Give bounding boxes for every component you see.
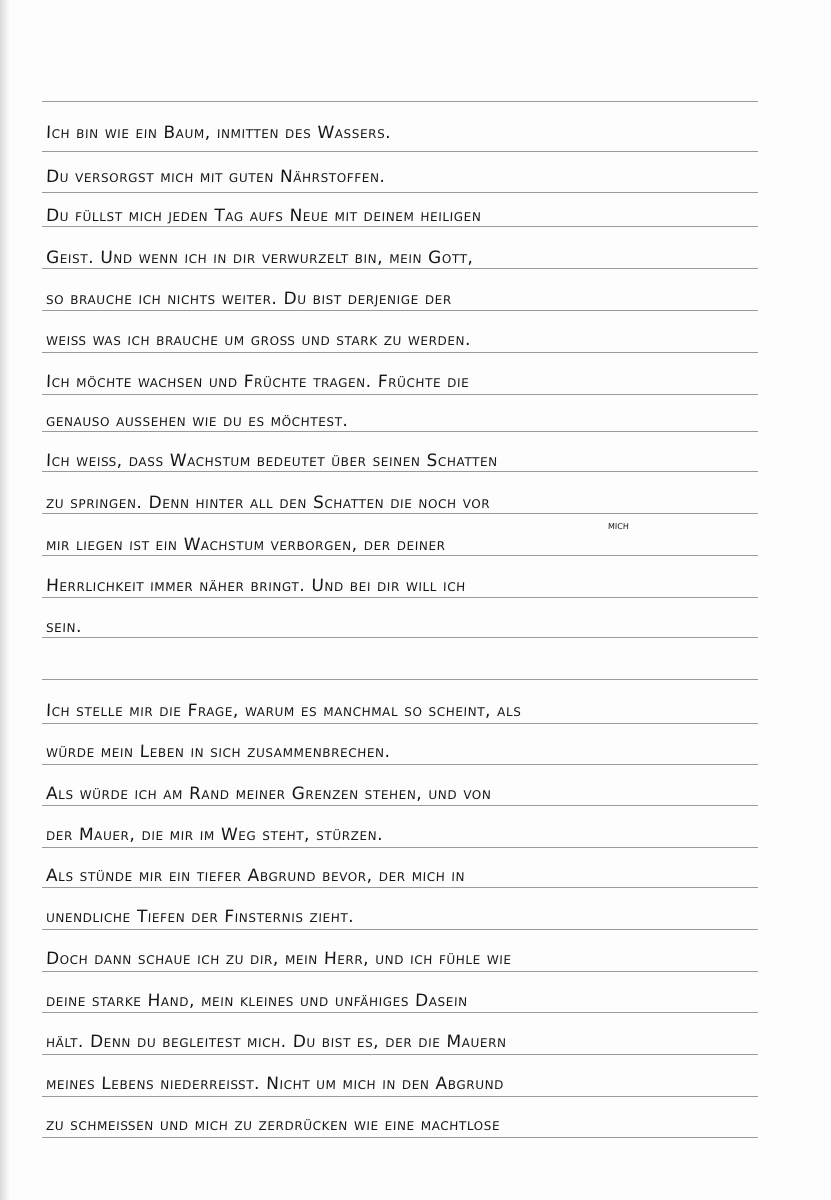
text-line: der Mauer, die mir im Weg steht, stürzen. — [45, 825, 384, 845]
text-line: Du versorgst mich mit guten Nährstoffen. — [45, 167, 386, 187]
text-line: weiß was ich brauche um groß und stark zu werden. — [45, 330, 472, 350]
ruled-line — [42, 1054, 758, 1055]
text-line: Ich stelle mir die Frage, warum es manchmal so scheint, als — [45, 701, 522, 721]
ruled-line — [42, 1096, 758, 1097]
page-spine-shadow — [0, 0, 10, 1200]
ruled-line — [42, 764, 758, 765]
text-line: genauso aussehen wie du es möchtest. — [45, 411, 349, 431]
text-line: Geist. Und wenn ich in dir verwurzelt bin, mein Gott, — [45, 248, 474, 268]
text-line: zu springen. Denn hinter all den Schatten die noch vor — [45, 493, 491, 513]
text-line: Ich weiß, dass Wachstum bedeutet über seinen Schatten — [45, 451, 499, 471]
text-line: unendliche Tiefen der Finsternis zieht. — [45, 907, 355, 927]
ruled-line — [42, 597, 758, 598]
text-line: deine starke Hand, mein kleines und unfähiges Dasein — [45, 991, 469, 1011]
ruled-line — [42, 1137, 758, 1138]
text-line: Ich möchte wachsen und Früchte tragen. Früchte die — [45, 372, 470, 392]
inserted-word: mich — [607, 519, 630, 532]
text-line: Ich bin wie ein Baum, inmitten des Wassers. — [45, 123, 392, 143]
ruled-line — [42, 101, 758, 102]
text-line: zu schmeißen und mich zu zerdrücken wie eine machtlose — [45, 1115, 501, 1135]
text-line: Du füllst mich jeden Tag aufs Neue mit deinem heiligen — [45, 206, 482, 226]
ruled-line — [42, 679, 758, 680]
ruled-line — [42, 352, 758, 353]
text-line: hält. Denn du begleitest mich. Du bist es, der die Mauern — [45, 1032, 507, 1052]
text-line: Als würde ich am Rand meiner Grenzen stehen, und von — [45, 784, 492, 804]
text-line: würde mein Leben in sich zusammenbrechen. — [45, 742, 391, 762]
ruled-line — [42, 847, 758, 848]
ruled-line — [42, 805, 758, 806]
ruled-line — [42, 887, 758, 888]
ruled-line — [42, 394, 758, 395]
text-line: Herrlichkeit immer näher bringt. Und bei dir will ich — [45, 576, 467, 596]
text-line: so brauche ich nichts weiter. Du bist derjenige der — [45, 289, 453, 309]
text-line: meines Lebens niederreißt. Nicht um mich in den Abgrund — [45, 1074, 505, 1094]
ruled-line — [42, 151, 758, 152]
text-line: mir liegen ist ein Wachstum verborgen, der deiner — [45, 535, 446, 555]
text-line: Doch dann schaue ich zu dir, mein Herr, und ich fühle wie — [45, 949, 512, 969]
text-line: sein. — [45, 617, 83, 637]
text-line: Als stünde mir ein tiefer Abgrund bevor, der mich in — [45, 866, 466, 886]
ruled-line — [42, 310, 758, 311]
ruled-line — [42, 723, 758, 724]
ruled-line — [42, 192, 758, 193]
ruled-line — [42, 1012, 758, 1013]
ruled-line — [42, 929, 758, 930]
ruled-line — [42, 971, 758, 972]
